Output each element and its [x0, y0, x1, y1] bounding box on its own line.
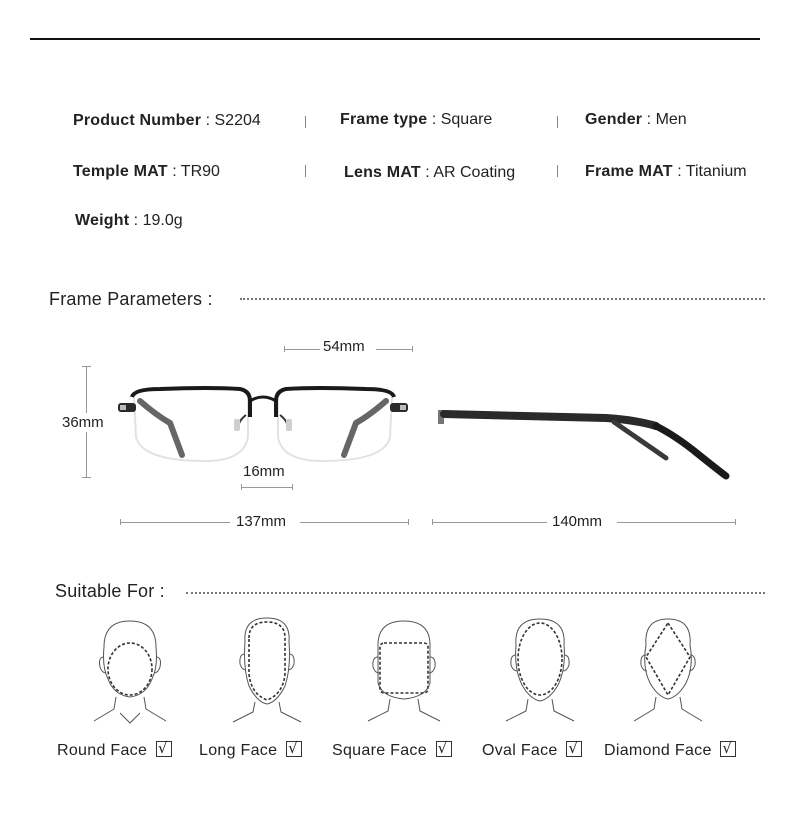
spec-frame-mat: Frame MAT : Titanium [585, 163, 747, 180]
spec-label: Weight [75, 212, 130, 229]
spec-value: S2204 [214, 112, 261, 129]
checkbox-checked-icon [156, 741, 172, 757]
top-divider [30, 38, 760, 40]
spec-value: TR90 [180, 163, 220, 180]
spec-gender: Gender : Men [585, 111, 687, 128]
face-label: Long Face [199, 742, 278, 759]
spec-value: 19.0g [142, 212, 183, 229]
spec-label: Gender [585, 111, 643, 128]
spec-product-number: Product Number : S2204 [73, 112, 261, 129]
dimension-tick [120, 519, 121, 525]
checkbox-checked-icon [566, 741, 582, 757]
dimension-line [617, 522, 736, 523]
spec-separator [305, 165, 306, 177]
diamond-face-sketch [628, 615, 708, 725]
square-face-sketch [364, 617, 444, 725]
spec-label: Frame MAT [585, 163, 673, 180]
spec-label: Lens MAT [344, 164, 421, 181]
checkbox-checked-icon [436, 741, 452, 757]
oval-face-sketch [500, 615, 580, 725]
face-option-round [57, 741, 172, 760]
spec-temple-mat: Temple MAT : TR90 [73, 163, 220, 180]
long-face-sketch [227, 614, 307, 726]
dimension-tick [408, 519, 409, 525]
dimension-line [120, 522, 230, 523]
dimension-tick [292, 484, 293, 490]
dimension-tick [241, 484, 242, 490]
dimension-tick [735, 519, 736, 525]
face-label: Square Face [332, 742, 427, 759]
checkbox-checked-icon [286, 741, 302, 757]
round-face-sketch [90, 617, 170, 725]
face-option-diamond [604, 741, 736, 760]
face-label: Oval Face [482, 742, 558, 759]
spec-separator [557, 165, 558, 177]
total-width-label: 137mm [236, 513, 287, 530]
spec-label: Temple MAT [73, 163, 168, 180]
dimension-line [432, 522, 547, 523]
spec-frame-type: Frame type : Square [340, 111, 493, 128]
dimension-line [300, 522, 409, 523]
dimension-tick [432, 519, 433, 525]
spec-value: Square [440, 111, 493, 128]
bridge-width-label: 16mm [243, 463, 285, 480]
spec-lens-mat: Lens MAT : AR Coating [344, 164, 516, 181]
dimension-line [376, 349, 412, 350]
dimension-tick [82, 477, 91, 478]
checkbox-checked-icon [720, 741, 736, 757]
dimension-tick [82, 366, 91, 367]
suitable-for-title: Suitable For : [55, 581, 165, 601]
spec-value: Men [655, 111, 687, 128]
dimension-tick [412, 346, 413, 352]
spec-value: Titanium [685, 163, 747, 180]
dimension-line [284, 349, 320, 350]
spec-value: AR Coating [433, 164, 516, 181]
face-option-long [199, 741, 302, 760]
dimension-tick [284, 346, 285, 352]
section-dotted-line [240, 298, 765, 300]
face-option-square [332, 741, 452, 760]
spec-separator [305, 116, 306, 128]
face-label: Diamond Face [604, 742, 712, 759]
face-label: Round Face [57, 742, 148, 759]
lens-width-label: 54mm [323, 338, 365, 355]
section-dotted-line [186, 592, 765, 594]
glasses-side-view [436, 400, 736, 485]
lens-height-label: 36mm [62, 414, 104, 431]
temple-length-label: 140mm [552, 513, 603, 530]
spec-weight: Weight : 19.0g [75, 212, 183, 229]
frame-parameters-title: Frame Parameters : [49, 289, 213, 309]
spec-label: Product Number [73, 112, 202, 129]
dimension-line [241, 487, 293, 488]
spec-label: Frame type [340, 111, 428, 128]
spec-separator [557, 116, 558, 128]
face-option-oval [482, 741, 582, 760]
glasses-front-view [110, 375, 430, 470]
